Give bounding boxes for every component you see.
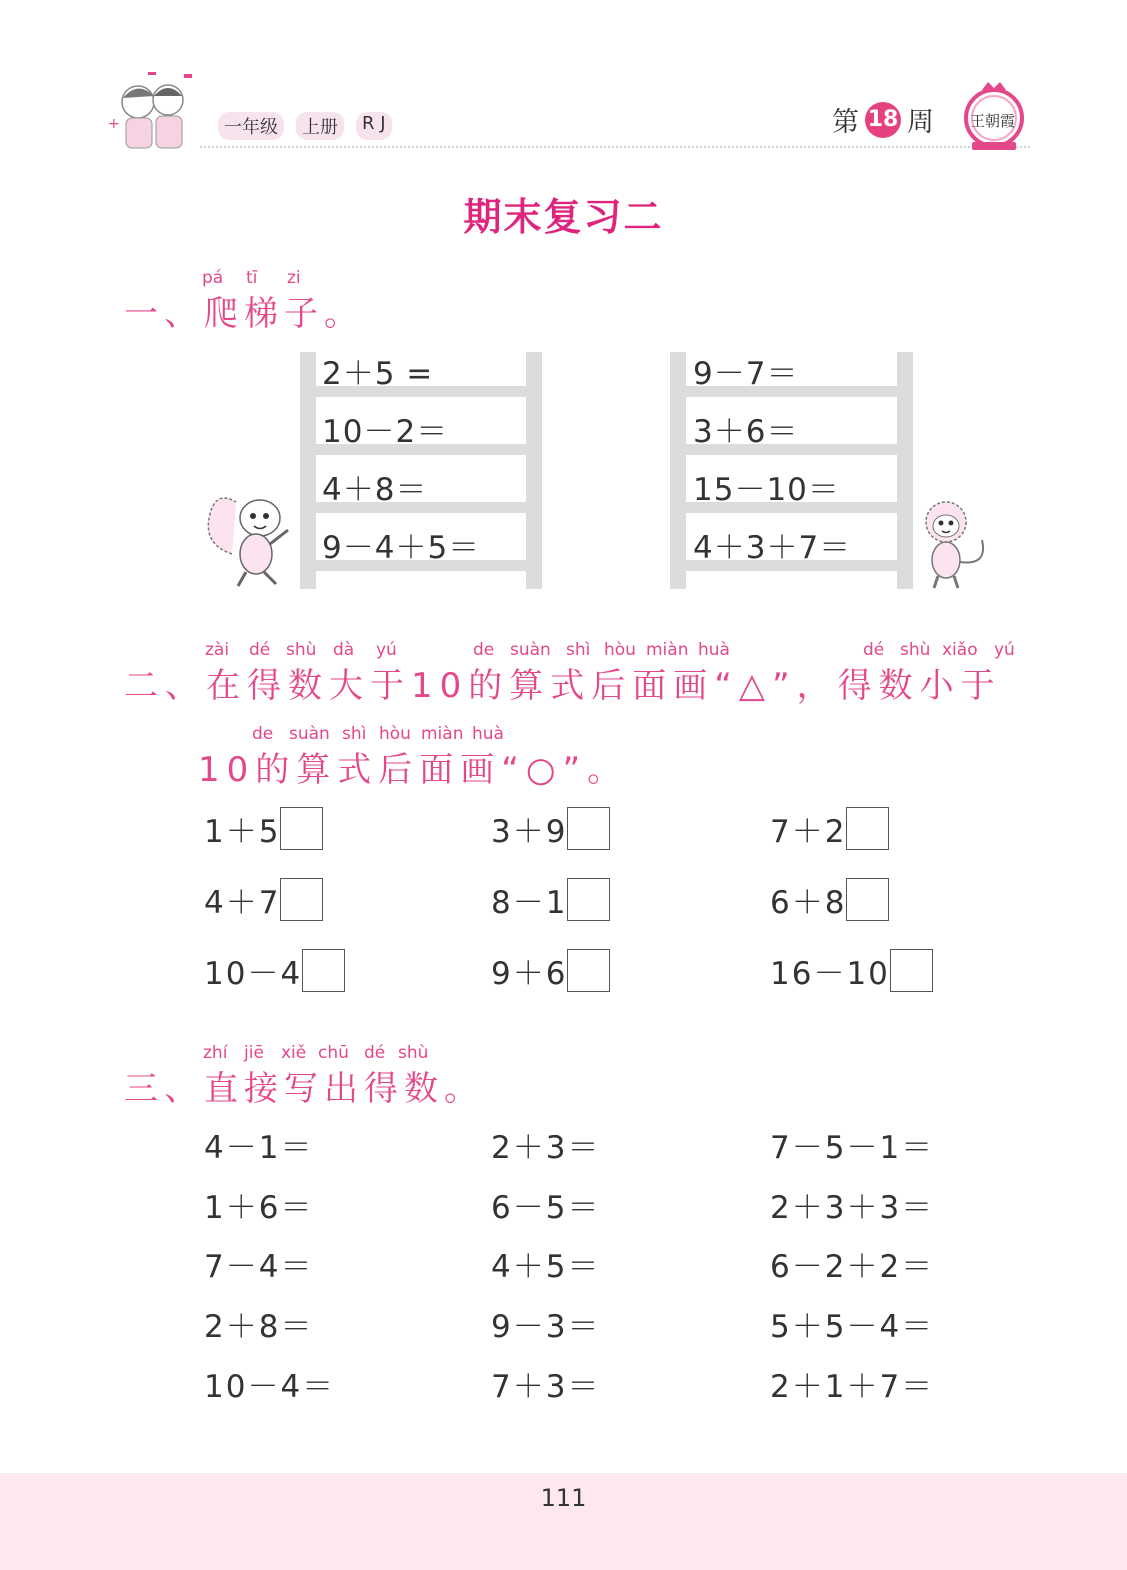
compare-expression: 9＋6	[491, 956, 568, 992]
pinyin: dé	[863, 640, 885, 660]
right-ladder-rail-right	[897, 352, 913, 589]
calc-item: 2＋1＋7＝	[770, 1369, 935, 1405]
pinyin: shì	[342, 724, 367, 744]
pinyin: shù	[286, 640, 317, 660]
compare-expression: 7＋2	[770, 814, 847, 850]
grade-tag: 一年级	[218, 112, 284, 140]
grade-tags	[218, 112, 392, 140]
brand-logo	[962, 80, 1026, 152]
calc-item: 5＋5－4＝	[770, 1309, 935, 1345]
answer-box[interactable]	[846, 807, 889, 850]
pinyin: hòu	[604, 640, 636, 660]
calc-item: 7－4＝	[204, 1249, 314, 1285]
calc-item: 9－3＝	[491, 1309, 601, 1345]
compare-expression: 3＋9	[491, 814, 568, 850]
calc-item: 7－5－1＝	[770, 1130, 935, 1166]
answer-box[interactable]	[890, 949, 933, 992]
pinyin: suàn	[289, 724, 330, 744]
left-ladder-rail-left	[300, 352, 316, 589]
pinyin: xiǎo	[942, 640, 978, 660]
calc-item: 2＋3＝	[491, 1130, 601, 1166]
page-number: 111	[540, 1484, 587, 1512]
ladder-equation: 4＋8＝	[322, 472, 428, 508]
pinyin: chū	[318, 1043, 349, 1063]
section1-heading: 一、爬梯子。	[124, 294, 364, 334]
week-prefix: 第	[832, 107, 859, 138]
ladder-equation: 3＋6＝	[693, 414, 799, 450]
logo-text: 王朝霞	[970, 112, 1016, 130]
monkey-illustration	[912, 496, 992, 590]
compare-expression: 8－1	[491, 885, 568, 921]
section3-heading: 三、直接写出得数。	[124, 1069, 484, 1109]
compare-item	[770, 806, 889, 851]
calc-item: 6－5＝	[491, 1190, 601, 1226]
compare-expression: 4＋7	[204, 885, 281, 921]
pinyin: de	[473, 640, 495, 660]
pinyin: jiē	[244, 1043, 264, 1063]
header-divider	[200, 146, 1030, 148]
compare-item	[491, 948, 610, 993]
compare-item	[204, 948, 345, 993]
pinyin-ti: tī	[246, 268, 258, 288]
pinyin: dé	[364, 1043, 386, 1063]
squirrel-illustration	[202, 484, 294, 590]
right-ladder-rail-left	[670, 352, 686, 589]
answer-box[interactable]	[280, 807, 323, 850]
answer-box[interactable]	[280, 878, 323, 921]
ladder-equation: 2＋5 =	[322, 356, 434, 392]
calc-item: 10－4＝	[204, 1369, 336, 1405]
pinyin: yú	[376, 640, 397, 660]
ladder-equation: 9－7＝	[693, 356, 799, 392]
pinyin: shù	[398, 1043, 429, 1063]
calc-item: 6－2＋2＝	[770, 1249, 935, 1285]
answer-box[interactable]	[302, 949, 345, 992]
pinyin-pa: pá	[202, 268, 224, 288]
answer-box[interactable]	[567, 878, 610, 921]
calc-item: 4＋5＝	[491, 1249, 601, 1285]
compare-item	[491, 806, 610, 851]
pinyin: huà	[698, 640, 730, 660]
ladder-equation: 15－10＝	[693, 472, 840, 508]
compare-expression: 16－10	[770, 956, 890, 992]
ladder-equation: 10－2＝	[322, 414, 449, 450]
children-illustration	[108, 72, 208, 154]
svg-text:+: +	[108, 116, 120, 132]
section2-heading-line1: 二、在得数大于10的算式后面画“△”，得数小于	[124, 666, 1002, 706]
calc-item: 4－1＝	[204, 1130, 314, 1166]
compare-expression: 1＋5	[204, 814, 281, 850]
pinyin: shì	[566, 640, 591, 660]
pinyin: de	[252, 724, 274, 744]
compare-item	[491, 877, 610, 922]
compare-expression: 6＋8	[770, 885, 847, 921]
answer-box[interactable]	[846, 878, 889, 921]
pinyin: yú	[994, 640, 1015, 660]
week-suffix: 周	[907, 107, 934, 138]
ladder-equation: 4＋3＋7＝	[693, 530, 852, 566]
pinyin: suàn	[510, 640, 551, 660]
compare-item	[204, 877, 323, 922]
pinyin: huà	[472, 724, 504, 744]
pinyin: zài	[205, 640, 230, 660]
pinyin: shù	[900, 640, 931, 660]
calc-item: 2＋3＋3＝	[770, 1190, 935, 1226]
page-title: 期末复习二	[463, 195, 664, 239]
compare-expression: 10－4	[204, 956, 303, 992]
pinyin: zhí	[203, 1043, 228, 1063]
compare-item	[770, 948, 933, 993]
edition-tag: R J	[356, 112, 392, 140]
pinyin: miàn	[646, 640, 689, 660]
calc-item: 1＋6＝	[204, 1190, 314, 1226]
answer-box[interactable]	[567, 807, 610, 850]
answer-box[interactable]	[567, 949, 610, 992]
pinyin: miàn	[421, 724, 464, 744]
pinyin-zi: zi	[287, 268, 301, 288]
week-indicator	[832, 100, 934, 139]
compare-item	[204, 806, 323, 851]
pinyin: dà	[333, 640, 355, 660]
pinyin: xiě	[281, 1043, 307, 1063]
calc-item: 7＋3＝	[491, 1369, 601, 1405]
section2-heading-line2: 10的算式后面画“○”。	[198, 750, 629, 790]
compare-item	[770, 877, 889, 922]
volume-tag: 上册	[296, 112, 344, 140]
pinyin: hòu	[379, 724, 411, 744]
ladder-equation: 9－4＋5＝	[322, 530, 481, 566]
week-number-badge: 18	[865, 102, 901, 138]
calc-item: 2＋8＝	[204, 1309, 314, 1345]
left-ladder-rail-right	[526, 352, 542, 589]
pinyin: dé	[249, 640, 271, 660]
